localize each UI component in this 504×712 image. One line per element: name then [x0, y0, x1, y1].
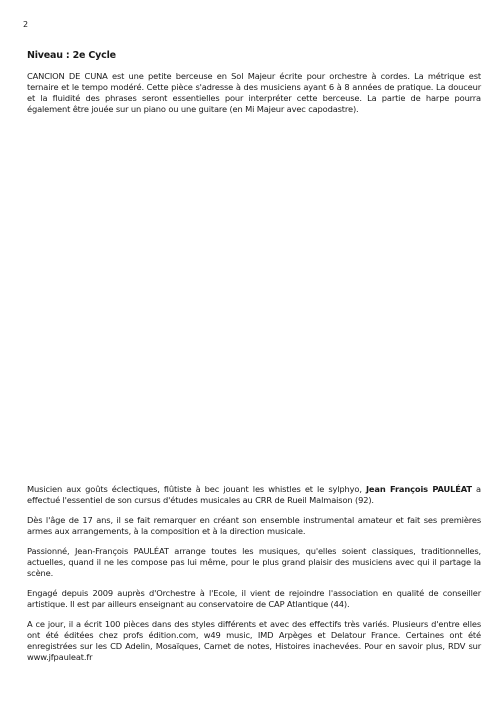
bio-paragraph-4: Engagé depuis 2009 auprès d'Orchestre à l'Ecole, il vient de rejoindre l'association en qualité de conseiller artistique. Il est par ailleurs enseignant au conservatoire de CAP Atlantique (44). — [27, 588, 481, 609]
level-heading: Niveau : 2e Cycle — [27, 50, 116, 61]
composer-biography — [27, 484, 481, 663]
piece-description: CANCION DE CUNA est une petite berceuse en Sol Majeur écrite pour orchestre à cordes. La métrique est ternaire et le tempo modéré. Cette pièce s'adresse à des musiciens ayant 6 à 8 années de pratique. La douceur et la fluidité des phrases seront essentielles pour interpréter cette berceuse. La partie de harpe pourra également être jouée sur un piano ou une guitare (en Mi Majeur avec capodastre). — [27, 71, 481, 114]
bio-paragraph-3: Passionné, Jean-François PAULÉAT arrange toutes les musiques, qu'elles soient classiques, traditionnelles, actuelles, quand il ne les compose pas lui même, pour le plus grand plaisir des musiciens avec qui il partage la scène. — [27, 546, 481, 578]
page-number: 2 — [23, 20, 29, 29]
bio-paragraph-1 — [27, 484, 481, 506]
bio-p1-after: a effectué l'essentiel de son cursus d'études musicales au CRR de Rueil Malmaison (92). — [27, 484, 481, 505]
bio-paragraph-5: A ce jour, il a écrit 100 pièces dans des styles différents et avec des effectifs très variés. Plusieurs d'entre elles ont été éditées chez profs édition.com, w49 music, IMD Arpèges et Delatour France. Certaines ont été enregistrées sur les CD Adelin, Mosaïques, Carnet de notes, Histoires inachevées. Pour en savoir plus, RDV sur www.jfpauleat.fr — [27, 619, 481, 662]
bio-paragraph-2: Dès l'âge de 17 ans, il se fait remarquer en créant son ensemble instrumental amateur et fait ses premières armes aux arrangements, à la composition et à la direction musicale. — [27, 515, 481, 536]
bio-p1-before: Musicien aux goûts éclectiques, flûtiste à bec jouant les whistles et le sylphyo, — [27, 484, 366, 494]
composer-name: Jean François PAULÉAT — [365, 484, 472, 494]
